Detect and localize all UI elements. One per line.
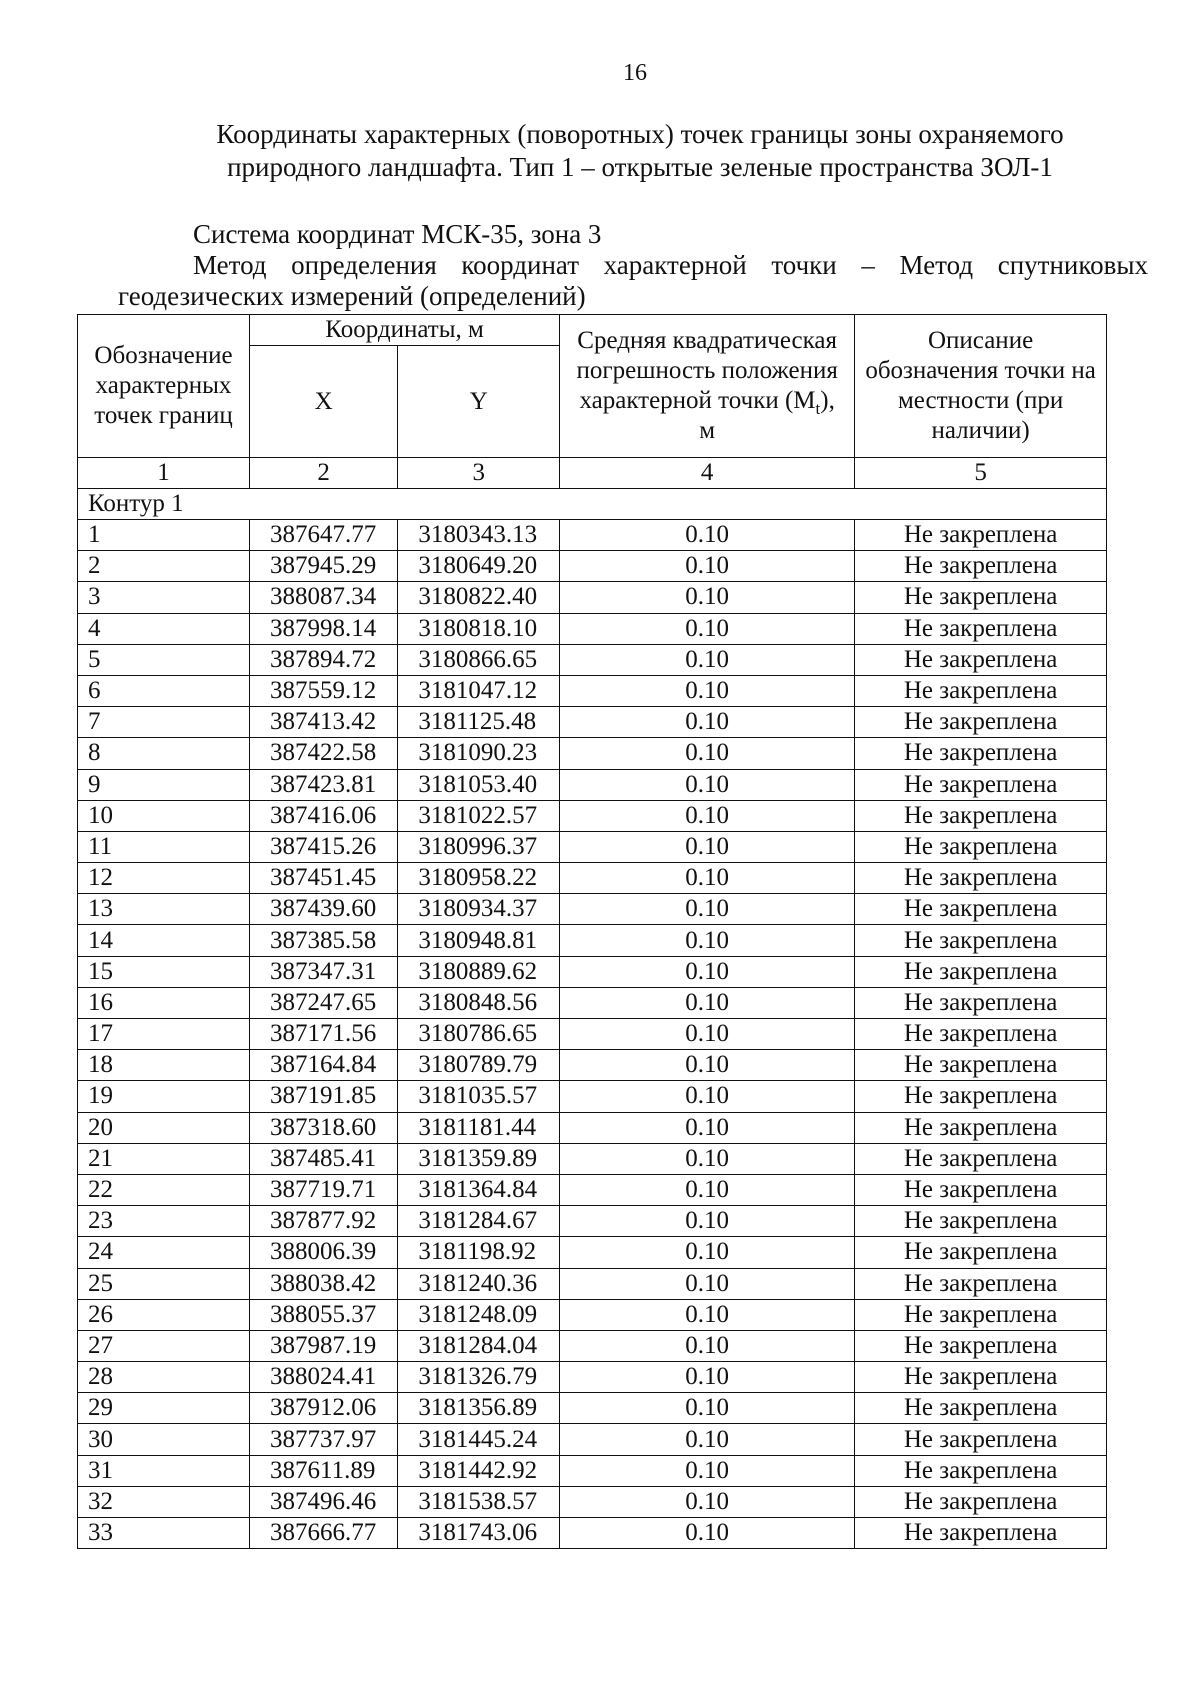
y-coordinate-cell: 3180848.56 <box>398 987 560 1018</box>
y-coordinate-cell: 3180822.40 <box>398 582 560 613</box>
error-cell: 0.10 <box>560 644 855 675</box>
header-error-subscript: t <box>815 399 821 418</box>
error-cell: 0.10 <box>560 1393 855 1424</box>
description-cell: Не закреплена <box>855 738 1107 769</box>
point-id-cell: 28 <box>78 1362 250 1393</box>
x-coordinate-cell: 388024.41 <box>250 1362 398 1393</box>
error-cell: 0.10 <box>560 1362 855 1393</box>
description-cell: Не закреплена <box>855 1424 1107 1455</box>
error-cell: 0.10 <box>560 769 855 800</box>
table-row <box>78 1330 1107 1361</box>
method-line-2: геодезических измерений (определений) <box>118 281 586 311</box>
table-row <box>78 644 1107 675</box>
description-cell: Не закреплена <box>855 1050 1107 1081</box>
x-coordinate-cell: 387385.58 <box>250 925 398 956</box>
y-coordinate-cell: 3181364.84 <box>398 1174 560 1205</box>
x-coordinate-cell: 387164.84 <box>250 1050 398 1081</box>
error-cell: 0.10 <box>560 956 855 987</box>
error-cell: 0.10 <box>560 613 855 644</box>
point-id-cell: 20 <box>78 1112 250 1143</box>
description-cell: Не закреплена <box>855 987 1107 1018</box>
x-coordinate-cell: 387423.81 <box>250 769 398 800</box>
x-coordinate-cell: 388087.34 <box>250 582 398 613</box>
x-coordinate-cell: 387439.60 <box>250 894 398 925</box>
point-id-cell: 24 <box>78 1237 250 1268</box>
header-coordinates: Координаты, м <box>250 315 560 346</box>
x-coordinate-cell: 387998.14 <box>250 613 398 644</box>
description-cell: Не закреплена <box>855 956 1107 987</box>
point-id-cell: 25 <box>78 1268 250 1299</box>
table-row <box>78 769 1107 800</box>
x-coordinate-cell: 387666.77 <box>250 1518 398 1549</box>
description-cell: Не закреплена <box>855 1362 1107 1393</box>
header-designation: Обозначение характерных точек границ <box>78 315 250 458</box>
y-coordinate-cell: 3180889.62 <box>398 956 560 987</box>
table-row <box>78 1393 1107 1424</box>
x-coordinate-cell: 387945.29 <box>250 551 398 582</box>
error-cell: 0.10 <box>560 1268 855 1299</box>
contour-row <box>78 489 1107 520</box>
table-row <box>78 1237 1107 1268</box>
table-row <box>78 1206 1107 1237</box>
error-cell: 0.10 <box>560 1237 855 1268</box>
point-id-cell: 1 <box>78 520 250 551</box>
description-cell: Не закреплена <box>855 644 1107 675</box>
point-id-cell: 27 <box>78 1330 250 1361</box>
table-row <box>78 956 1107 987</box>
point-id-cell: 7 <box>78 707 250 738</box>
description-cell: Не закреплена <box>855 1330 1107 1361</box>
page-number: 16 <box>623 60 647 86</box>
description-cell: Не закреплена <box>855 1237 1107 1268</box>
description-cell: Не закреплена <box>855 1019 1107 1050</box>
error-cell: 0.10 <box>560 1174 855 1205</box>
description-cell: Не закреплена <box>855 769 1107 800</box>
x-coordinate-cell: 387347.31 <box>250 956 398 987</box>
y-coordinate-cell: 3180789.79 <box>398 1050 560 1081</box>
y-coordinate-cell: 3180934.37 <box>398 894 560 925</box>
error-cell: 0.10 <box>560 520 855 551</box>
x-coordinate-cell: 387496.46 <box>250 1486 398 1517</box>
description-cell: Не закреплена <box>855 675 1107 706</box>
point-id-cell: 33 <box>78 1518 250 1549</box>
x-coordinate-cell: 387719.71 <box>250 1174 398 1205</box>
point-id-cell: 9 <box>78 769 250 800</box>
point-id-cell: 31 <box>78 1455 250 1486</box>
error-cell: 0.10 <box>560 1424 855 1455</box>
table-row <box>78 831 1107 862</box>
x-coordinate-cell: 387451.45 <box>250 863 398 894</box>
point-id-cell: 6 <box>78 675 250 706</box>
x-coordinate-cell: 387647.77 <box>250 520 398 551</box>
header-description: Описание обозначения точки на местности (при наличии) <box>855 315 1107 458</box>
point-id-cell: 5 <box>78 644 250 675</box>
point-id-cell: 3 <box>78 582 250 613</box>
table-row <box>78 894 1107 925</box>
x-coordinate-cell: 387877.92 <box>250 1206 398 1237</box>
y-coordinate-cell: 3180818.10 <box>398 613 560 644</box>
error-cell: 0.10 <box>560 1143 855 1174</box>
error-cell: 0.10 <box>560 800 855 831</box>
y-coordinate-cell: 3180649.20 <box>398 551 560 582</box>
description-cell: Не закреплена <box>855 1143 1107 1174</box>
point-id-cell: 18 <box>78 1050 250 1081</box>
table-row <box>78 925 1107 956</box>
point-id-cell: 8 <box>78 738 250 769</box>
header-x: X <box>250 346 398 458</box>
x-coordinate-cell: 387191.85 <box>250 1081 398 1112</box>
y-coordinate-cell: 3181198.92 <box>398 1237 560 1268</box>
table-row <box>78 675 1107 706</box>
point-id-cell: 2 <box>78 551 250 582</box>
column-number: 4 <box>560 458 855 489</box>
error-cell: 0.10 <box>560 1081 855 1112</box>
table-row <box>78 1424 1107 1455</box>
coordinates-table <box>77 314 1107 1549</box>
error-cell: 0.10 <box>560 831 855 862</box>
column-number: 1 <box>78 458 250 489</box>
table-row <box>78 738 1107 769</box>
point-id-cell: 26 <box>78 1299 250 1330</box>
x-coordinate-cell: 387559.12 <box>250 675 398 706</box>
table-row <box>78 613 1107 644</box>
error-cell: 0.10 <box>560 1206 855 1237</box>
error-cell: 0.10 <box>560 1112 855 1143</box>
point-id-cell: 15 <box>78 956 250 987</box>
x-coordinate-cell: 388038.42 <box>250 1268 398 1299</box>
error-cell: 0.10 <box>560 1019 855 1050</box>
x-coordinate-cell: 387247.65 <box>250 987 398 1018</box>
table-row <box>78 1299 1107 1330</box>
header-error <box>560 315 855 458</box>
description-cell: Не закреплена <box>855 1206 1107 1237</box>
point-id-cell: 12 <box>78 863 250 894</box>
point-id-cell: 10 <box>78 800 250 831</box>
point-id-cell: 11 <box>78 831 250 862</box>
description-cell: Не закреплена <box>855 613 1107 644</box>
description-cell: Не закреплена <box>855 1518 1107 1549</box>
x-coordinate-cell: 387737.97 <box>250 1424 398 1455</box>
x-coordinate-cell: 388055.37 <box>250 1299 398 1330</box>
description-cell: Не закреплена <box>855 1486 1107 1517</box>
table-row <box>78 1050 1107 1081</box>
description-cell: Не закреплена <box>855 1299 1107 1330</box>
table-row <box>78 520 1107 551</box>
table-row <box>78 1362 1107 1393</box>
x-coordinate-cell: 387485.41 <box>250 1143 398 1174</box>
y-coordinate-cell: 3181090.23 <box>398 738 560 769</box>
description-cell: Не закреплена <box>855 707 1107 738</box>
y-coordinate-cell: 3181240.36 <box>398 1268 560 1299</box>
error-cell: 0.10 <box>560 675 855 706</box>
title-line-2: природного ландшафта. Тип 1 – открытые зеленые пространства ЗОЛ-1 <box>227 152 1053 182</box>
column-number: 2 <box>250 458 398 489</box>
y-coordinate-cell: 3180866.65 <box>398 644 560 675</box>
method-description <box>118 250 1148 312</box>
point-id-cell: 16 <box>78 987 250 1018</box>
header-error-text: Средняя квадратическая погрешность положения характерной точки (M <box>576 327 838 414</box>
x-coordinate-cell: 387611.89 <box>250 1455 398 1486</box>
description-cell: Не закреплена <box>855 551 1107 582</box>
error-cell: 0.10 <box>560 987 855 1018</box>
x-coordinate-cell: 387413.42 <box>250 707 398 738</box>
y-coordinate-cell: 3181248.09 <box>398 1299 560 1330</box>
header-y: Y <box>398 346 560 458</box>
description-cell: Не закреплена <box>855 520 1107 551</box>
y-coordinate-cell: 3181035.57 <box>398 1081 560 1112</box>
x-coordinate-cell: 387912.06 <box>250 1393 398 1424</box>
error-cell: 0.10 <box>560 863 855 894</box>
x-coordinate-cell: 387171.56 <box>250 1019 398 1050</box>
table-row <box>78 1518 1107 1549</box>
title-line-1: Координаты характерных (поворотных) точек границы зоны охраняемого <box>216 119 1064 149</box>
y-coordinate-cell: 3180948.81 <box>398 925 560 956</box>
error-cell: 0.10 <box>560 894 855 925</box>
table-row <box>78 1268 1107 1299</box>
description-cell: Не закреплена <box>855 1393 1107 1424</box>
table-row <box>78 582 1107 613</box>
column-number: 5 <box>855 458 1107 489</box>
y-coordinate-cell: 3181284.67 <box>398 1206 560 1237</box>
point-id-cell: 17 <box>78 1019 250 1050</box>
y-coordinate-cell: 3180343.13 <box>398 520 560 551</box>
y-coordinate-cell: 3181538.57 <box>398 1486 560 1517</box>
table-row <box>78 1019 1107 1050</box>
x-coordinate-cell: 387318.60 <box>250 1112 398 1143</box>
table-row <box>78 1081 1107 1112</box>
x-coordinate-cell: 387415.26 <box>250 831 398 862</box>
y-coordinate-cell: 3181326.79 <box>398 1362 560 1393</box>
y-coordinate-cell: 3181445.24 <box>398 1424 560 1455</box>
table-row <box>78 1143 1107 1174</box>
document-title <box>180 118 1100 184</box>
error-cell: 0.10 <box>560 582 855 613</box>
y-coordinate-cell: 3180786.65 <box>398 1019 560 1050</box>
description-cell: Не закреплена <box>855 1081 1107 1112</box>
point-id-cell: 22 <box>78 1174 250 1205</box>
error-cell: 0.10 <box>560 707 855 738</box>
description-cell: Не закреплена <box>855 800 1107 831</box>
point-id-cell: 13 <box>78 894 250 925</box>
column-number-row <box>78 458 1107 489</box>
y-coordinate-cell: 3181053.40 <box>398 769 560 800</box>
point-id-cell: 29 <box>78 1393 250 1424</box>
y-coordinate-cell: 3181022.57 <box>398 800 560 831</box>
point-id-cell: 30 <box>78 1424 250 1455</box>
x-coordinate-cell: 387422.58 <box>250 738 398 769</box>
error-cell: 0.10 <box>560 1330 855 1361</box>
description-cell: Не закреплена <box>855 582 1107 613</box>
description-cell: Не закреплена <box>855 863 1107 894</box>
x-coordinate-cell: 387894.72 <box>250 644 398 675</box>
point-id-cell: 19 <box>78 1081 250 1112</box>
y-coordinate-cell: 3181047.12 <box>398 675 560 706</box>
column-number: 3 <box>398 458 560 489</box>
table-row <box>78 551 1107 582</box>
error-cell: 0.10 <box>560 1455 855 1486</box>
coordinate-system: Система координат МСК-35, зона 3 <box>193 219 602 249</box>
error-cell: 0.10 <box>560 925 855 956</box>
y-coordinate-cell: 3181125.48 <box>398 707 560 738</box>
y-coordinate-cell: 3181442.92 <box>398 1455 560 1486</box>
x-coordinate-cell: 388006.39 <box>250 1237 398 1268</box>
table-row <box>78 987 1107 1018</box>
x-coordinate-cell: 387416.06 <box>250 800 398 831</box>
description-cell: Не закреплена <box>855 925 1107 956</box>
table-row <box>78 863 1107 894</box>
description-cell: Не закреплена <box>855 1268 1107 1299</box>
x-coordinate-cell: 387987.19 <box>250 1330 398 1361</box>
point-id-cell: 21 <box>78 1143 250 1174</box>
y-coordinate-cell: 3180996.37 <box>398 831 560 862</box>
error-cell: 0.10 <box>560 1299 855 1330</box>
error-cell: 0.10 <box>560 738 855 769</box>
description-cell: Не закреплена <box>855 831 1107 862</box>
point-id-cell: 23 <box>78 1206 250 1237</box>
header-error-tail: ), м <box>699 387 835 444</box>
error-cell: 0.10 <box>560 1050 855 1081</box>
table-row <box>78 1486 1107 1517</box>
y-coordinate-cell: 3181356.89 <box>398 1393 560 1424</box>
table-row <box>78 707 1107 738</box>
description-cell: Не закреплена <box>855 894 1107 925</box>
error-cell: 0.10 <box>560 1518 855 1549</box>
description-cell: Не закреплена <box>855 1112 1107 1143</box>
point-id-cell: 4 <box>78 613 250 644</box>
table-row <box>78 1455 1107 1486</box>
point-id-cell: 32 <box>78 1486 250 1517</box>
y-coordinate-cell: 3181284.04 <box>398 1330 560 1361</box>
y-coordinate-cell: 3181743.06 <box>398 1518 560 1549</box>
table-row <box>78 1112 1107 1143</box>
description-cell: Не закреплена <box>855 1455 1107 1486</box>
point-id-cell: 14 <box>78 925 250 956</box>
y-coordinate-cell: 3181181.44 <box>398 1112 560 1143</box>
y-coordinate-cell: 3180958.22 <box>398 863 560 894</box>
error-cell: 0.10 <box>560 1486 855 1517</box>
contour-label: Контур 1 <box>78 489 1107 520</box>
y-coordinate-cell: 3181359.89 <box>398 1143 560 1174</box>
table-row <box>78 1174 1107 1205</box>
error-cell: 0.10 <box>560 551 855 582</box>
method-line-1: Метод определения координат характерной точки – Метод спутниковых <box>193 250 1148 280</box>
description-cell: Не закреплена <box>855 1174 1107 1205</box>
table-row <box>78 800 1107 831</box>
